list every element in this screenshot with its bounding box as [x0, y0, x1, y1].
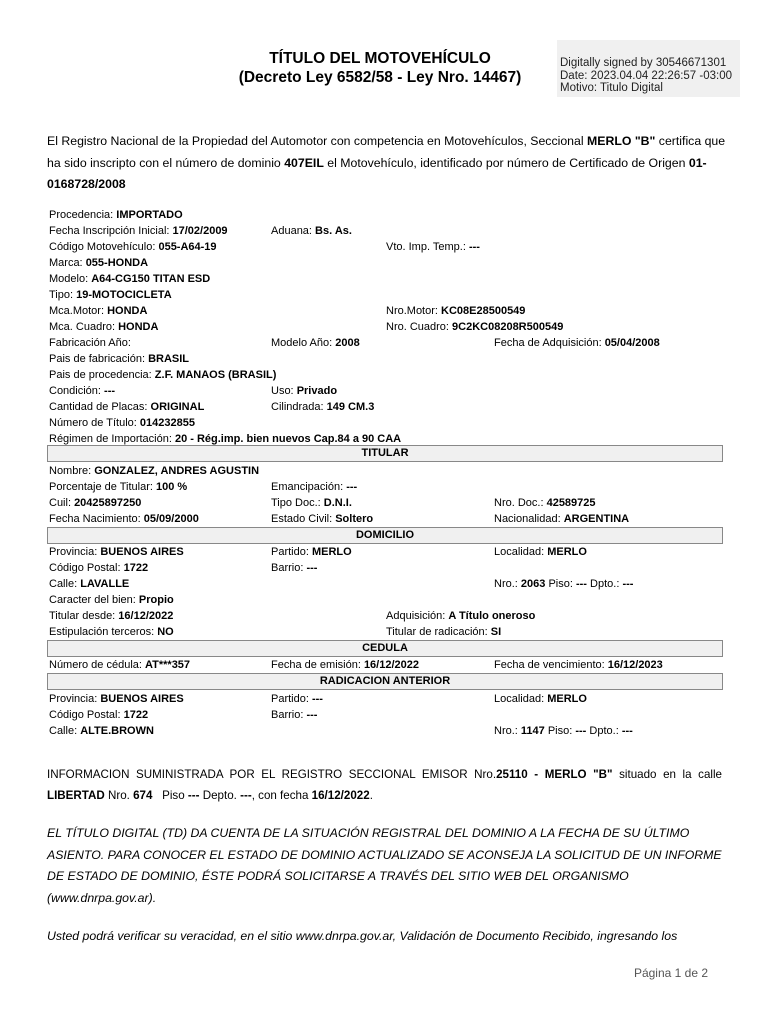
registro-fecha-value: 16/12/2022 — [311, 789, 370, 802]
intro-text: el Motovehículo, identificado por número de Certificado de Origen — [323, 155, 689, 170]
cuil-field: Cuil: 20425897250 — [49, 497, 142, 509]
row-cuil — [47, 495, 723, 511]
verification-text: Usted podrá verificar su veracidad, en el sitio www.dnrpa.gov.ar, Validación de Documento Recibido, ingresando los — [47, 929, 678, 943]
uso-field: Uso: Privado — [271, 385, 338, 397]
ant-provincia-field: Provincia: BUENOS AIRES — [49, 693, 184, 705]
emancipacion-field: Emancipación: --- — [271, 481, 358, 493]
intro-text: El Registro Nacional de la Propiedad del Automotor con competencia en Motovehículos, Seccional — [47, 134, 588, 148]
dominio-value: 407EIL — [284, 155, 324, 170]
ant-codigo-postal-field: Código Postal: 1722 — [49, 709, 149, 721]
numero-titulo-field: Número de Título: 014232855 — [49, 417, 195, 429]
signature-date: Date: 2023.04.04 22:26:57 -03:00 — [560, 69, 733, 82]
titular-desde-field: Titular desde: 16/12/2022 — [49, 610, 174, 622]
row-inscripcion — [47, 223, 723, 239]
signature-signer: Digitally signed by 30546671301 — [560, 57, 727, 69]
registro-info-line-2: LIBERTAD Nro. 674 Piso --- Depto. ---, con fecha 16/12/2022. — [47, 789, 373, 802]
row-ant-codigo-postal — [47, 707, 723, 723]
mca-motor-field: Mca.Motor: HONDA — [49, 305, 148, 317]
modelo-field: Modelo: A64-CG150 TITAN ESD — [49, 273, 211, 285]
aduana-field: Aduana: Bs. As. — [271, 225, 352, 237]
page-number: Página 1 de 2 — [633, 966, 708, 980]
row-codigo-postal — [47, 560, 723, 576]
section-header-cedula: CEDULA — [47, 640, 723, 657]
ant-numero-piso-dpto-field: Nro.: 1147 Piso: --- Dpto.: --- — [494, 725, 633, 737]
nro-doc-field: Nro. Doc.: 42589725 — [494, 497, 596, 509]
fecha-vencimiento-field: Fecha de vencimiento: 16/12/2023 — [494, 659, 663, 671]
vto-imp-temp-field: Vto. Imp. Temp.: --- — [386, 241, 480, 253]
regimen-importacion-field: Régimen de Importación: 20 - Rég.imp. bien nuevos Cap.84 a 90 CAA — [49, 433, 402, 445]
marca-field: Marca: 055-HONDA — [49, 257, 149, 269]
intro-text: certifica que ha sido inscripto con el número de dominio — [47, 134, 726, 170]
row-nacimiento — [47, 511, 723, 527]
registro-value: 25110 - MERLO "B" — [496, 768, 613, 781]
fabricacion-anio-field: Fabricación Año: — [49, 337, 131, 349]
row-motor — [47, 303, 723, 319]
row-ant-provincia — [47, 691, 723, 707]
procedencia-field: Procedencia: IMPORTADO — [49, 209, 183, 221]
pais-fabricacion-field: Pais de fabricación: BRASIL — [49, 353, 190, 365]
ant-calle-field: Calle: ALTE.BROWN — [49, 725, 154, 737]
row-tipo — [47, 287, 723, 303]
modelo-anio-field: Modelo Año: 2008 — [271, 337, 360, 349]
registro-info-line-1: INFORMACION SUMINISTRADA POR EL REGISTRO SECCIONAL EMISOR Nro.25110 - MERLO "B" situado en la calle — [47, 768, 722, 781]
row-condicion — [47, 383, 723, 399]
condicion-field: Condición: --- — [49, 385, 116, 397]
fecha-nacimiento-field: Fecha Nacimiento: 05/09/2000 — [49, 513, 199, 525]
caracter-bien-field: Caracter del bien: Propio — [49, 594, 174, 606]
row-estipulacion — [47, 624, 723, 640]
row-titular-desde — [47, 608, 723, 624]
fecha-emision-field: Fecha de emisión: 16/12/2022 — [271, 659, 419, 671]
mca-cuadro-field: Mca. Cuadro: HONDA — [49, 321, 159, 333]
row-titulo — [47, 415, 723, 431]
section-header-titular: TITULAR — [47, 445, 723, 462]
row-procedencia — [47, 207, 723, 223]
seccional-value: MERLO "B" — [587, 134, 656, 148]
cantidad-placas-field: Cantidad de Placas: ORIGINAL — [49, 401, 205, 413]
row-caracter — [47, 592, 723, 608]
row-calle — [47, 576, 723, 592]
pais-procedencia-field: Pais de procedencia: Z.F. MANAOS (BRASIL) — [49, 369, 277, 381]
row-placas — [47, 399, 723, 415]
row-cedula — [47, 657, 723, 673]
row-pais-proc — [47, 367, 723, 383]
partido-field: Partido: MERLO — [271, 546, 352, 558]
subtitle-line: (Decreto Ley 6582/58 - Ley Nro. 14467) — [238, 69, 522, 86]
fecha-inscripcion-field: Fecha Inscripción Inicial: 17/02/2009 — [49, 225, 228, 237]
calle-field: Calle: LAVALLE — [49, 578, 130, 590]
row-cuadro — [47, 319, 723, 335]
tipo-field: Tipo: 19-MOTOCICLETA — [49, 289, 172, 301]
cilindrada-field: Cilindrada: 149 CM.3 — [271, 401, 375, 413]
nombre-field: Nombre: GONZALEZ, ANDRES AGUSTIN — [49, 465, 260, 477]
fecha-adquisicion-field: Fecha de Adquisición: 05/04/2008 — [494, 337, 660, 349]
numero-cedula-field: Número de cédula: AT***357 — [49, 659, 191, 671]
title-line: TÍTULO DEL MOTOVEHÍCULO — [269, 50, 491, 67]
registro-info-paragraph — [47, 764, 722, 806]
barrio-field: Barrio: --- — [271, 562, 318, 574]
estado-civil-field: Estado Civil: Soltero — [271, 513, 374, 525]
codigo-postal-field: Código Postal: 1722 — [49, 562, 149, 574]
nro-cuadro-field: Nro. Cuadro: 9C2KC08208R500549 — [386, 321, 564, 333]
certificado-value: 01-0168728/2008 — [47, 155, 707, 191]
titular-radicacion-field: Titular de radicación: SI — [386, 626, 502, 638]
tipo-doc-field: Tipo Doc.: D.N.I. — [271, 497, 352, 509]
intro-paragraph — [47, 131, 727, 196]
row-ant-calle — [47, 723, 723, 739]
row-nombre — [47, 463, 723, 479]
ant-partido-field: Partido: --- — [271, 693, 323, 705]
row-marca — [47, 255, 723, 271]
ant-localidad-field: Localidad: MERLO — [494, 693, 587, 705]
estipulacion-field: Estipulación terceros: NO — [49, 626, 174, 638]
signature-reason: Motivo: Titulo Digital — [560, 82, 663, 94]
adquisicion-field: Adquisición: A Título oneroso — [386, 610, 536, 622]
registro-calle-value: LIBERTAD — [47, 789, 105, 802]
nro-motor-field: Nro.Motor: KC08E28500549 — [386, 305, 526, 317]
ant-barrio-field: Barrio: --- — [271, 709, 318, 721]
row-modelo — [47, 271, 723, 287]
section-header-domicilio: DOMICILIO — [47, 527, 723, 544]
codigo-motovehiculo-field: Código Motovehículo: 055-A64-19 — [49, 241, 217, 253]
localidad-field: Localidad: MERLO — [494, 546, 587, 558]
section-header-radicacion-anterior: RADICACION ANTERIOR — [47, 673, 723, 690]
row-pais-fab — [47, 351, 723, 367]
row-fabricacion — [47, 335, 723, 351]
digital-signature-box — [557, 40, 740, 97]
numero-piso-dpto-field: Nro.: 2063 Piso: --- Dpto.: --- — [494, 578, 634, 590]
porcentaje-field: Porcentaje de Titular: 100 % — [49, 481, 188, 493]
row-provincia — [47, 544, 723, 560]
document-title — [180, 49, 580, 87]
row-porcentaje — [47, 479, 723, 495]
nacionalidad-field: Nacionalidad: ARGENTINA — [494, 513, 630, 525]
titulo-digital-notice: EL TÍTULO DIGITAL (TD) DA CUENTA DE LA SITUACIÓN REGISTRAL DEL DOMINIO A LA FECHA DE SU ÚLTIMO ASIENTO. PARA CONOCER EL ESTADO DE DOMINIO ACTUALIZADO SE ACONSEJA LA SOLICITUD DE UN INFORME DE ESTADO DE DOMINIO, ÉSTE PODRÁ SOLICITARSE A TRAVÉS DEL SITIO WEB DEL ORGANISMO (www.dnrpa.gov.ar). — [47, 826, 722, 905]
row-codigo — [47, 239, 723, 255]
provincia-field: Provincia: BUENOS AIRES — [49, 546, 184, 558]
